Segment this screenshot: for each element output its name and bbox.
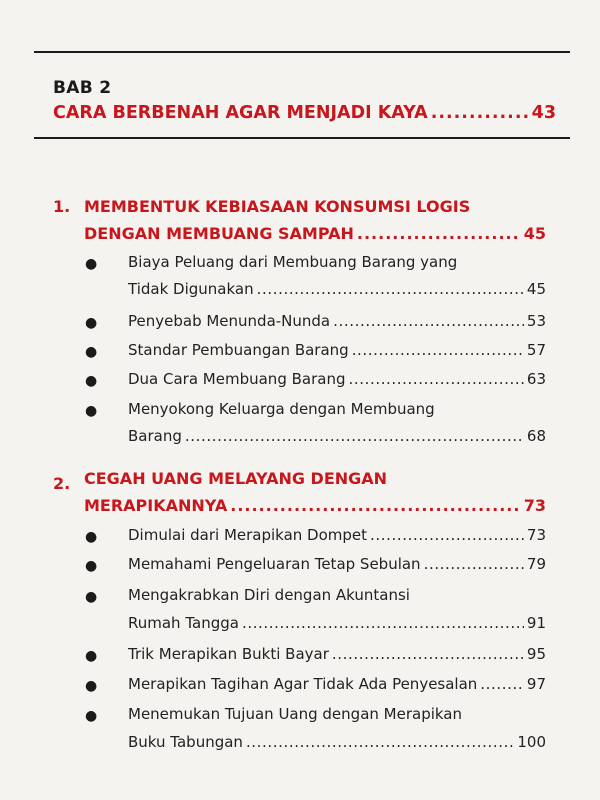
toc-page-number: 79 [526,555,546,573]
section-title-entry[interactable] [84,224,546,243]
bullet-icon: ● [85,256,98,272]
section-title-text: DENGAN MEMBUANG SAMPAH [84,224,354,243]
bullet-icon: ● [85,403,98,419]
leader-dots [480,675,524,693]
leader-dots [257,280,524,298]
chapter-rule [34,137,570,139]
section-title-entry[interactable] [84,496,546,515]
bullet-icon: ● [85,373,98,389]
toc-item-label: Barang [128,427,182,445]
toc-item-label: Penyebab Menunda-Nunda [128,312,331,330]
toc-page-number: 100 [517,733,546,751]
leader-dots [352,341,524,359]
bullet-icon: ● [85,708,98,724]
leader-dots [424,555,524,573]
toc-item-entry[interactable] [128,526,546,544]
toc-item-label: Dimulai dari Merapikan Dompet [128,526,368,544]
bullet-icon: ● [85,315,98,331]
section-title-text: CEGAH UANG MELAYANG DENGAN [84,469,388,488]
toc-page-number: 97 [526,675,546,693]
toc-page-number: 73 [526,526,546,544]
leader-dots [230,496,521,515]
leader-dots [332,645,524,663]
section-title-line [84,197,546,216]
toc-item-entry[interactable] [128,280,546,298]
leader-dots [185,427,524,445]
leader-dots [357,224,521,243]
top-rule [34,51,570,53]
toc-page-number: 45 [526,280,546,298]
section-title-text: MEMBENTUK KEBIASAAN KONSUMSI LOGIS [84,197,471,216]
toc-item-line[interactable] [128,400,546,418]
toc-item-label: Merapikan Tagihan Agar Tidak Ada Penyesalan [128,675,478,693]
chapter-title: CARA BERBENAH AGAR MENJADI KAYA [53,103,428,123]
section-title-line [84,469,546,488]
toc-item-label: Tidak Digunakan [128,280,254,298]
toc-item-line[interactable] [128,253,546,271]
chapter-label: BAB 2 [53,78,112,98]
toc-page-number: 57 [526,341,546,359]
bullet-icon: ● [85,589,98,605]
toc-item-label: Standar Pembuangan Barang [128,341,349,359]
toc-item-entry[interactable] [128,555,546,573]
bullet-icon: ● [85,678,98,694]
bullet-icon: ● [85,558,98,574]
chapter-page-number: 43 [531,103,556,123]
toc-item-entry[interactable] [128,341,546,359]
toc-item-label: Menemukan Tujuan Uang dengan Merapikan [128,705,462,723]
toc-item-line[interactable] [128,586,546,604]
chapter-title-entry[interactable] [53,103,556,123]
toc-item-label: Buku Tabungan [128,733,243,751]
section-page-number: 45 [523,224,546,243]
section-number: 1. [53,197,71,216]
toc-item-label: Mengakrabkan Diri dengan Akuntansi [128,586,410,604]
leader-dots [246,733,514,751]
toc-item-label: Dua Cara Membuang Barang [128,370,346,388]
toc-item-label: Memahami Pengeluaran Tetap Sebulan [128,555,421,573]
section-page-number: 73 [523,496,546,515]
toc-item-entry[interactable] [128,675,546,693]
toc-item-entry[interactable] [128,370,546,388]
toc-page-number: 91 [526,614,546,632]
toc-item-entry[interactable] [128,645,546,663]
leader-dots [348,370,523,388]
toc-item-label: Trik Merapikan Bukti Bayar [128,645,329,663]
leader-dots [333,312,524,330]
bullet-icon: ● [85,529,98,545]
toc-item-entry[interactable] [128,312,546,330]
toc-item-label: Menyokong Keluarga dengan Membuang [128,400,435,418]
toc-item-entry[interactable] [128,614,546,632]
bullet-icon: ● [85,344,98,360]
toc-page-number: 53 [526,312,546,330]
section-title-text: MERAPIKANNYA [84,496,228,515]
toc-page-number: 95 [526,645,546,663]
leader-dots [242,614,524,632]
toc-page-number: 68 [526,427,546,445]
toc-item-label: Rumah Tangga [128,614,239,632]
leader-dots [370,526,524,544]
toc-item-line[interactable] [128,705,546,723]
toc-page-number: 63 [526,370,546,388]
toc-item-label: Biaya Peluang dari Membuang Barang yang [128,253,458,271]
toc-item-entry[interactable] [128,427,546,445]
leader-dots [431,103,529,123]
toc-item-entry[interactable] [128,733,546,751]
section-number: 2. [53,474,71,493]
bullet-icon: ● [85,648,98,664]
